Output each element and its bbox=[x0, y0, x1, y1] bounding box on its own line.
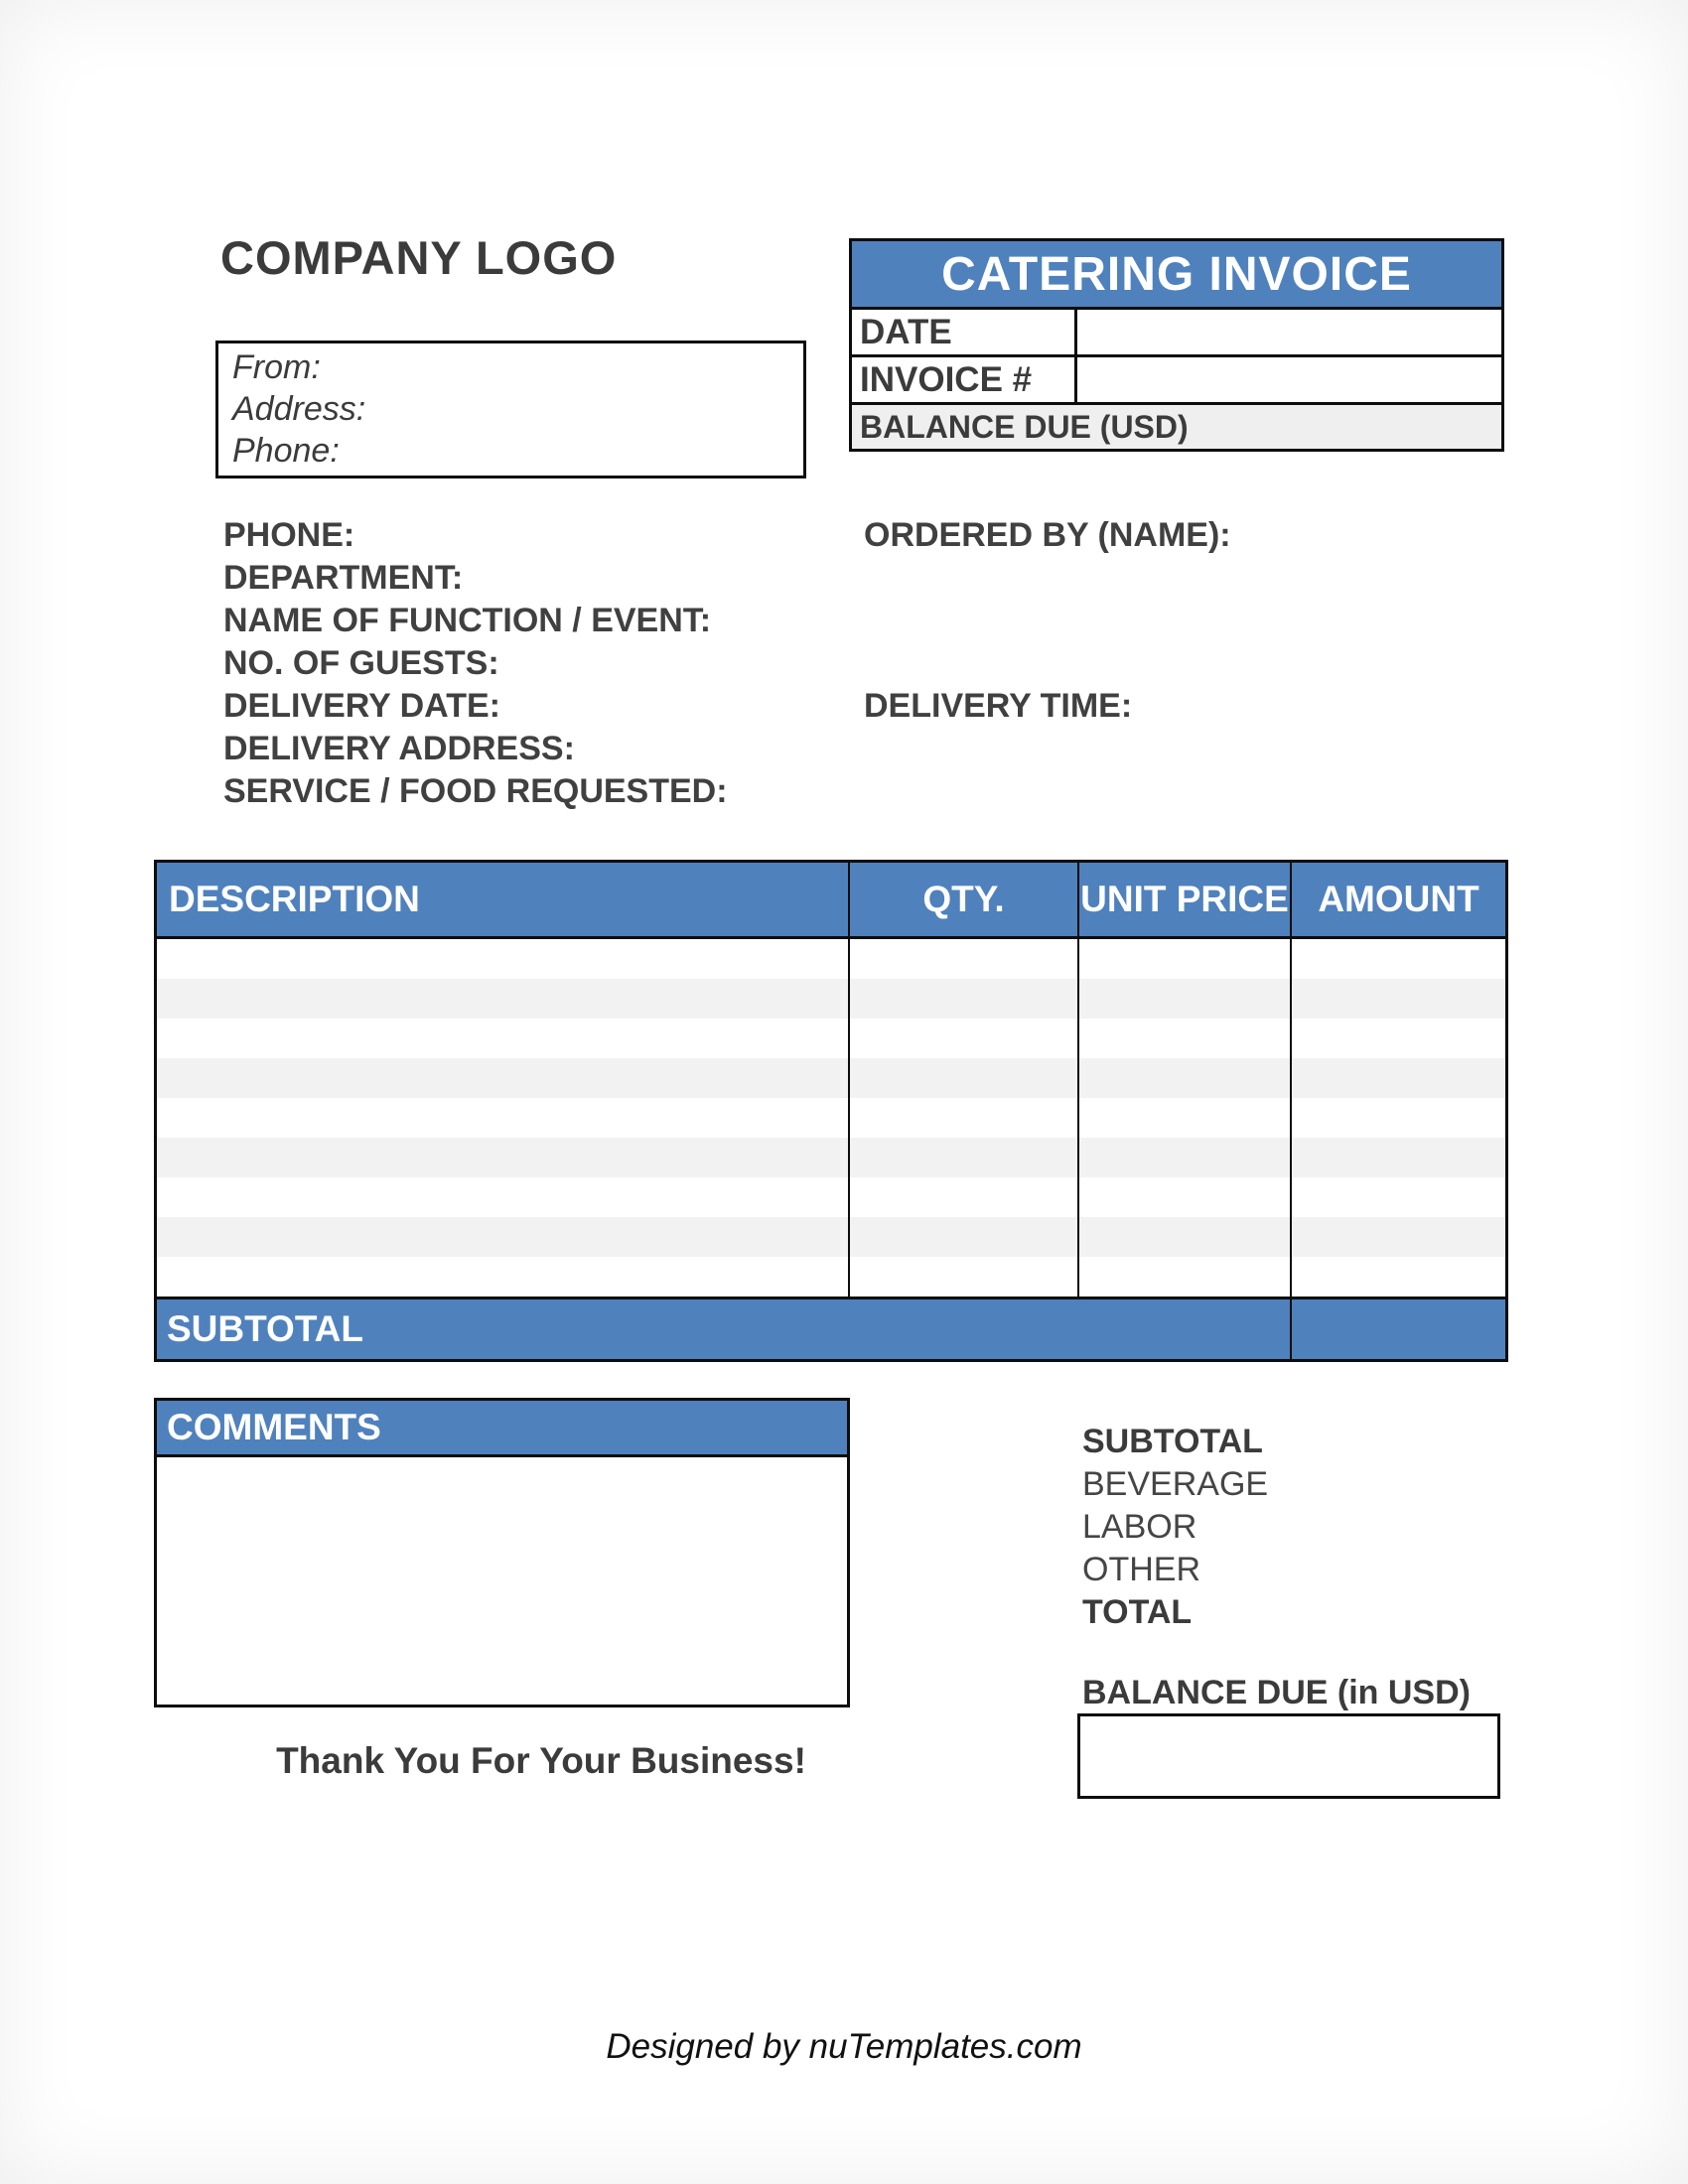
table-cell-description[interactable] bbox=[157, 1098, 848, 1138]
company-logo: COMPANY LOGO bbox=[220, 231, 618, 284]
totals-line-other: OTHER bbox=[1082, 1551, 1200, 1588]
ordered-by-field-label: ORDERED BY (NAME): bbox=[864, 516, 1231, 554]
column-header-amount: AMOUNT bbox=[1290, 863, 1505, 936]
table-cell-description[interactable] bbox=[157, 1257, 848, 1297]
invoice-header-table bbox=[849, 238, 1504, 452]
table-cell-unit_price[interactable] bbox=[1077, 1019, 1290, 1058]
totals-line-subtotal: SUBTOTAL bbox=[1082, 1423, 1263, 1460]
table-cell-unit_price[interactable] bbox=[1077, 1058, 1290, 1098]
from-label: From: bbox=[232, 348, 321, 387]
comments-title: COMMENTS bbox=[154, 1398, 850, 1457]
table-cell-qty[interactable] bbox=[848, 979, 1077, 1019]
column-header-unit-price: UNIT PRICE bbox=[1077, 863, 1290, 936]
items-table bbox=[154, 860, 1508, 1362]
service-food-requested-field-label: SERVICE / FOOD REQUESTED: bbox=[223, 772, 728, 810]
comments-section bbox=[154, 1398, 850, 1707]
event-info-left-column bbox=[223, 514, 728, 813]
table-cell-qty[interactable] bbox=[848, 1177, 1077, 1217]
comments-input-area[interactable] bbox=[154, 1457, 850, 1707]
invoice-date-row bbox=[852, 310, 1501, 357]
invoice-number-row bbox=[852, 357, 1501, 405]
date-value-field[interactable] bbox=[1077, 310, 1501, 354]
totals-list bbox=[1082, 1421, 1268, 1634]
balance-due-usd-label: BALANCE DUE (USD) bbox=[860, 408, 1189, 445]
subtotal-label: SUBTOTAL bbox=[167, 1308, 364, 1349]
table-cell-description[interactable] bbox=[157, 1138, 848, 1177]
table-cell-qty[interactable] bbox=[848, 1098, 1077, 1138]
table-row[interactable] bbox=[157, 1217, 1505, 1257]
delivery-date-field-label: DELIVERY DATE: bbox=[223, 687, 500, 725]
table-cell-unit_price[interactable] bbox=[1077, 1098, 1290, 1138]
balance-due-usd-row[interactable] bbox=[852, 405, 1501, 449]
subtotal-amount-field[interactable] bbox=[1290, 1299, 1505, 1359]
table-cell-description[interactable] bbox=[157, 939, 848, 979]
table-cell-amount[interactable] bbox=[1290, 939, 1505, 979]
address-label: Address: bbox=[232, 389, 366, 428]
table-row[interactable] bbox=[157, 1098, 1505, 1138]
table-row[interactable] bbox=[157, 1177, 1505, 1217]
designed-by-credit: Designed by nuTemplates.com bbox=[606, 2027, 1082, 2066]
date-label: DATE bbox=[852, 310, 1077, 354]
column-header-qty: QTY. bbox=[848, 863, 1077, 936]
department-field-label: DEPARTMENT: bbox=[223, 559, 464, 597]
table-cell-unit_price[interactable] bbox=[1077, 939, 1290, 979]
thank-you-message: Thank You For Your Business! bbox=[276, 1740, 806, 1781]
table-cell-unit_price[interactable] bbox=[1077, 1177, 1290, 1217]
table-cell-qty[interactable] bbox=[848, 1217, 1077, 1257]
totals-line-labor: LABOR bbox=[1082, 1508, 1197, 1546]
items-table-header bbox=[157, 863, 1505, 939]
from-address-box[interactable] bbox=[215, 341, 806, 478]
table-cell-amount[interactable] bbox=[1290, 1098, 1505, 1138]
table-cell-amount[interactable] bbox=[1290, 1257, 1505, 1297]
table-row[interactable] bbox=[157, 1138, 1505, 1177]
balance-due-input-box[interactable] bbox=[1077, 1713, 1500, 1799]
table-cell-amount[interactable] bbox=[1290, 1217, 1505, 1257]
items-table-body bbox=[157, 939, 1505, 1297]
table-row[interactable] bbox=[157, 1257, 1505, 1297]
invoice-number-value-field[interactable] bbox=[1077, 357, 1501, 402]
table-cell-amount[interactable] bbox=[1290, 1177, 1505, 1217]
table-cell-qty[interactable] bbox=[848, 1019, 1077, 1058]
table-cell-unit_price[interactable] bbox=[1077, 1257, 1290, 1297]
table-cell-description[interactable] bbox=[157, 1019, 848, 1058]
table-cell-amount[interactable] bbox=[1290, 1019, 1505, 1058]
table-cell-qty[interactable] bbox=[848, 1257, 1077, 1297]
table-cell-description[interactable] bbox=[157, 1058, 848, 1098]
table-cell-description[interactable] bbox=[157, 979, 848, 1019]
table-cell-unit_price[interactable] bbox=[1077, 1217, 1290, 1257]
no-of-guests-field-label: NO. OF GUESTS: bbox=[223, 644, 499, 682]
phone-label: Phone: bbox=[232, 431, 340, 470]
table-cell-description[interactable] bbox=[157, 1177, 848, 1217]
table-cell-unit_price[interactable] bbox=[1077, 1138, 1290, 1177]
table-cell-qty[interactable] bbox=[848, 1058, 1077, 1098]
totals-line-total: TOTAL bbox=[1082, 1593, 1193, 1631]
table-row[interactable] bbox=[157, 1058, 1505, 1098]
table-row[interactable] bbox=[157, 939, 1505, 979]
totals-line-beverage: BEVERAGE bbox=[1082, 1465, 1269, 1503]
table-cell-description[interactable] bbox=[157, 1217, 848, 1257]
invoice-number-label: INVOICE # bbox=[852, 357, 1077, 402]
function-event-field-label: NAME OF FUNCTION / EVENT: bbox=[223, 602, 712, 639]
items-subtotal-row bbox=[157, 1297, 1505, 1359]
delivery-time-field-label: DELIVERY TIME: bbox=[864, 687, 1133, 725]
column-header-description: DESCRIPTION bbox=[169, 879, 420, 919]
phone-field-label: PHONE: bbox=[223, 516, 355, 554]
table-cell-qty[interactable] bbox=[848, 1138, 1077, 1177]
delivery-address-field-label: DELIVERY ADDRESS: bbox=[223, 730, 575, 767]
table-row[interactable] bbox=[157, 1019, 1505, 1058]
table-row[interactable] bbox=[157, 979, 1505, 1019]
table-cell-unit_price[interactable] bbox=[1077, 979, 1290, 1019]
balance-due-in-usd-label: BALANCE DUE (in USD) bbox=[1082, 1674, 1471, 1711]
table-cell-amount[interactable] bbox=[1290, 1058, 1505, 1098]
table-cell-amount[interactable] bbox=[1290, 1138, 1505, 1177]
table-cell-amount[interactable] bbox=[1290, 979, 1505, 1019]
table-cell-qty[interactable] bbox=[848, 939, 1077, 979]
invoice-title: CATERING INVOICE bbox=[852, 241, 1501, 310]
